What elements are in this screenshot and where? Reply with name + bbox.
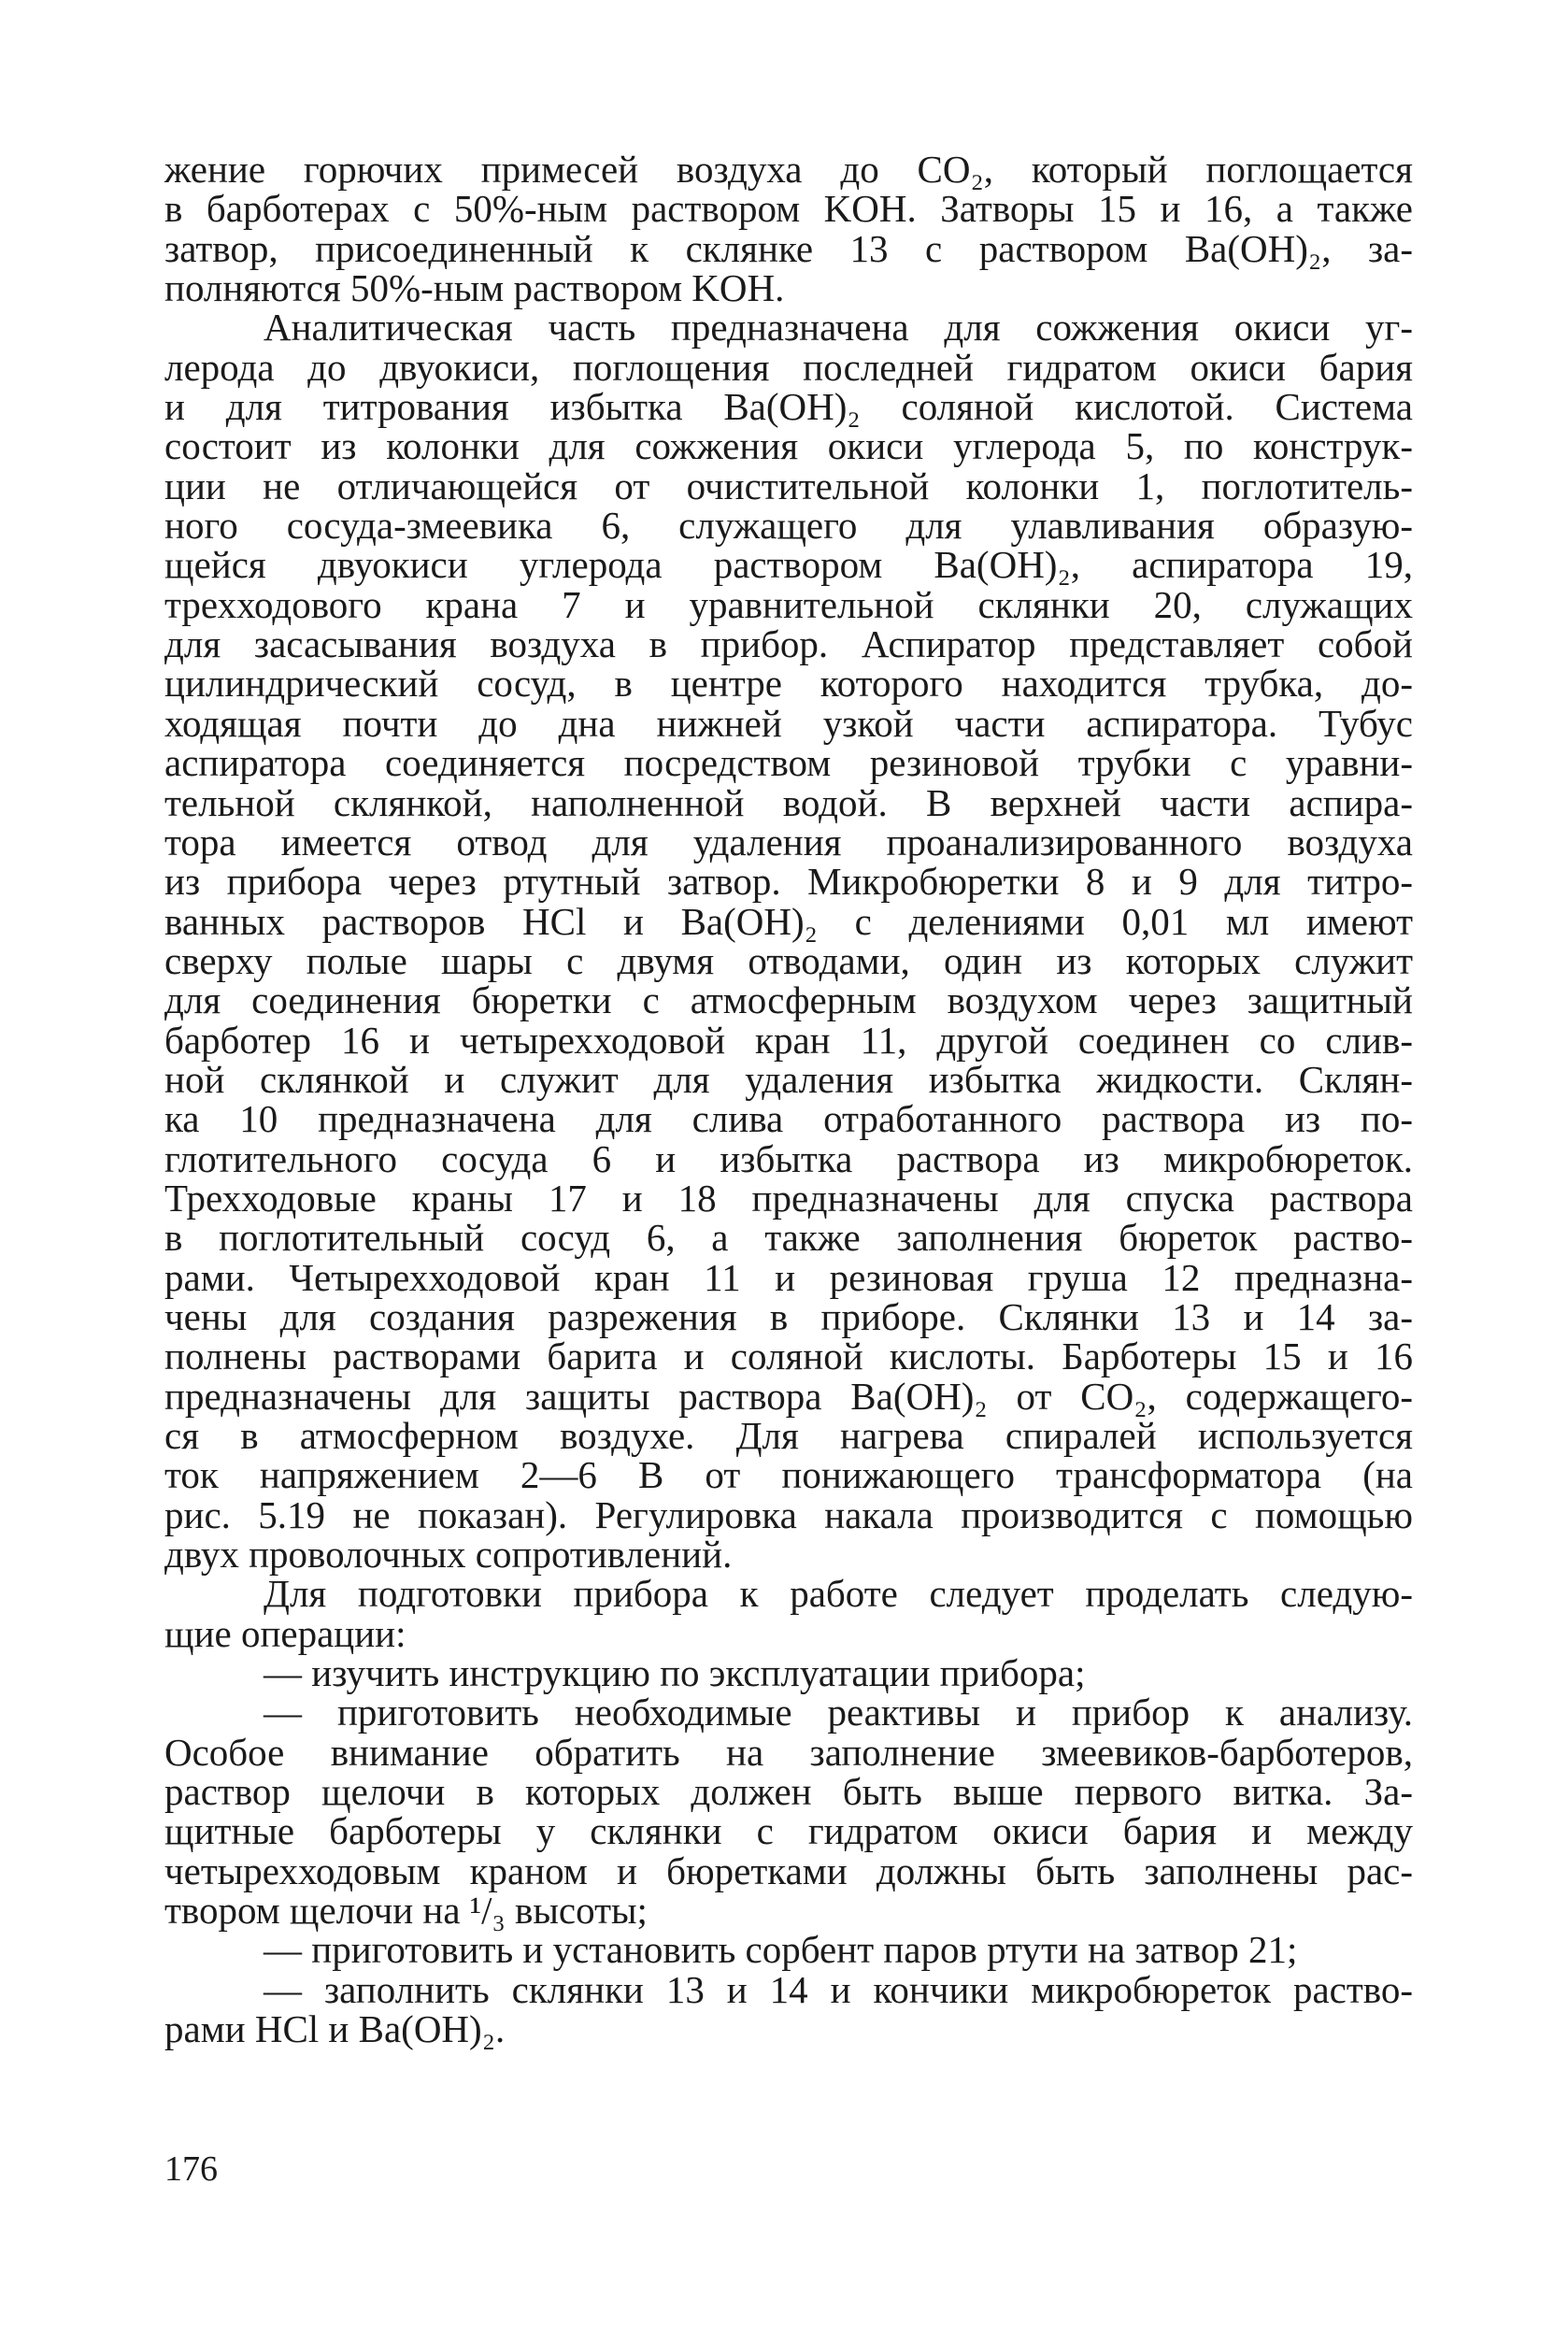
text-line: ции не отличающейся от очистительной колонки 1, поглотитель- [164, 464, 1413, 507]
list-item: — приготовить необходимые реактивы и прибор к анализу. [264, 1691, 1413, 1734]
text-line: рами. Четырехходовой кран 11 и резиновая груша 12 предназна- [164, 1255, 1413, 1299]
text-line: ка 10 предназначена для слива отработанного раствора из по- [164, 1097, 1413, 1141]
text-line: барботер 16 и четырехходовой кран 11, другой соединен со слив- [164, 1018, 1413, 1062]
text-line: четырехходовым краном и бюретками должны быть заполнены рас- [164, 1849, 1413, 1892]
text-line: раствор щелочи в которых должен быть выше первого витка. За- [164, 1770, 1413, 1814]
text-line: лерода до двуокиси, поглощения последней гидратом окиси бария [164, 345, 1413, 389]
text-line: из прибора через ртутный затвор. Микробюретки 8 и 9 для титро- [164, 860, 1413, 904]
text-line: глотительного сосуда 6 и избытка раствора из микробюреток. [164, 1136, 1413, 1180]
text-line: трехходового крана 7 и уравнительной склянки 20, служащих [164, 582, 1413, 626]
text-line: полняются 50%-ным раствором KOH. [164, 266, 785, 310]
text-line: жение горючих примесей воздуха до CO₂, который поглощается [164, 148, 1413, 191]
text-line: тельной склянкой, наполненной водой. В верхней части аспира- [164, 780, 1413, 824]
page-number: 176 [164, 2149, 218, 2189]
text-line: двух проволочных сопротивлений. [164, 1533, 733, 1577]
text-line: сверху полые шары с двумя отводами, один из которых служит [164, 938, 1413, 982]
text-line: тора имеется отвод для удаления проанализированного воздуха [164, 820, 1413, 864]
text-line: рис. 5.19 не показан). Регулировка накала производится с помощью [164, 1492, 1413, 1536]
text-line: щитные барботеры у склянки с гидратом окиси бария и между [164, 1809, 1413, 1853]
text-line: затвор, присоединенный к склянке 13 с раствором Ba(OH)₂, за- [164, 226, 1413, 270]
text-line: твором щелочи на ¹/₃ высоты; [164, 1889, 648, 1933]
list-item: — приготовить и установить сорбент паров ртути на затвор 21; [264, 1928, 1298, 1972]
text-line: ся в атмосферном воздухе. Для нагрева спиралей используется [164, 1414, 1413, 1457]
text-line: Аналитическая часть предназначена для сожжения окиси уг- [264, 306, 1413, 350]
text-line: Трехходовые краны 17 и 18 предназначены для спуска раствора [164, 1176, 1413, 1220]
text-line: ходящая почти до дна нижней узкой части аспиратора. Тубус [164, 701, 1413, 745]
text-line: чены для создания разрежения в приборе. Склянки 13 и 14 за- [164, 1294, 1413, 1338]
text-line: ванных растворов HCl и Ba(OH)₂ с делениями 0,01 мл имеют [164, 899, 1413, 943]
text-line: ной склянкой и служит для удаления избытка жидкости. Склян- [164, 1057, 1413, 1101]
list-item: — заполнить склянки 13 и 14 и кончики микробюреток раство- [264, 1967, 1413, 2011]
text-line: предназначены для защиты раствора Ba(OH)₂ от CO₂, содержащего- [164, 1374, 1413, 1418]
text-line: в поглотительный сосуд 6, а также заполнения бюреток раство- [164, 1216, 1413, 1260]
text-line: полнены растворами барита и соляной кислоты. Барботеры 15 и 16 [164, 1335, 1413, 1378]
text-line: рами HCl и Ba(OH)₂. [164, 2007, 506, 2051]
text-line: состоит из колонки для сожжения окиси углерода 5, по конструк- [164, 424, 1413, 468]
text-line: для засасывания воздуха в прибор. Аспиратор представляет собой [164, 622, 1413, 666]
list-item: — изучить инструкцию по эксплуатации прибора; [264, 1651, 1086, 1695]
text-line: щие операции: [164, 1611, 406, 1655]
text-line: в барботерах с 50%-ным раствором KOH. Затворы 15 и 16, а также [164, 187, 1413, 231]
text-line: щейся двуокиси углерода раствором Ba(OH)₂, аспиратора 19, [164, 543, 1413, 587]
text-line: Особое внимание обратить на заполнение змеевиков-барботеров, [164, 1730, 1413, 1774]
text-line: Для подготовки прибора к работе следует проделать следую- [264, 1572, 1413, 1616]
text-line: для соединения бюретки с атмосферным воздухом через защитный [164, 978, 1413, 1022]
text-line: цилиндрический сосуд, в центре которого находится трубка, до- [164, 662, 1413, 706]
text-line: ток напряжением 2—6 В от понижающего трансформатора (на [164, 1453, 1413, 1497]
text-line: и для титрования избытка Ba(OH)₂ соляной кислотой. Система [164, 385, 1413, 429]
text-line: ного сосуда-змеевика 6, служащего для улавливания образую- [164, 504, 1413, 548]
body-text [164, 150, 1413, 2049]
text-line: аспиратора соединяется посредством резиновой трубки с уравни- [164, 741, 1413, 785]
